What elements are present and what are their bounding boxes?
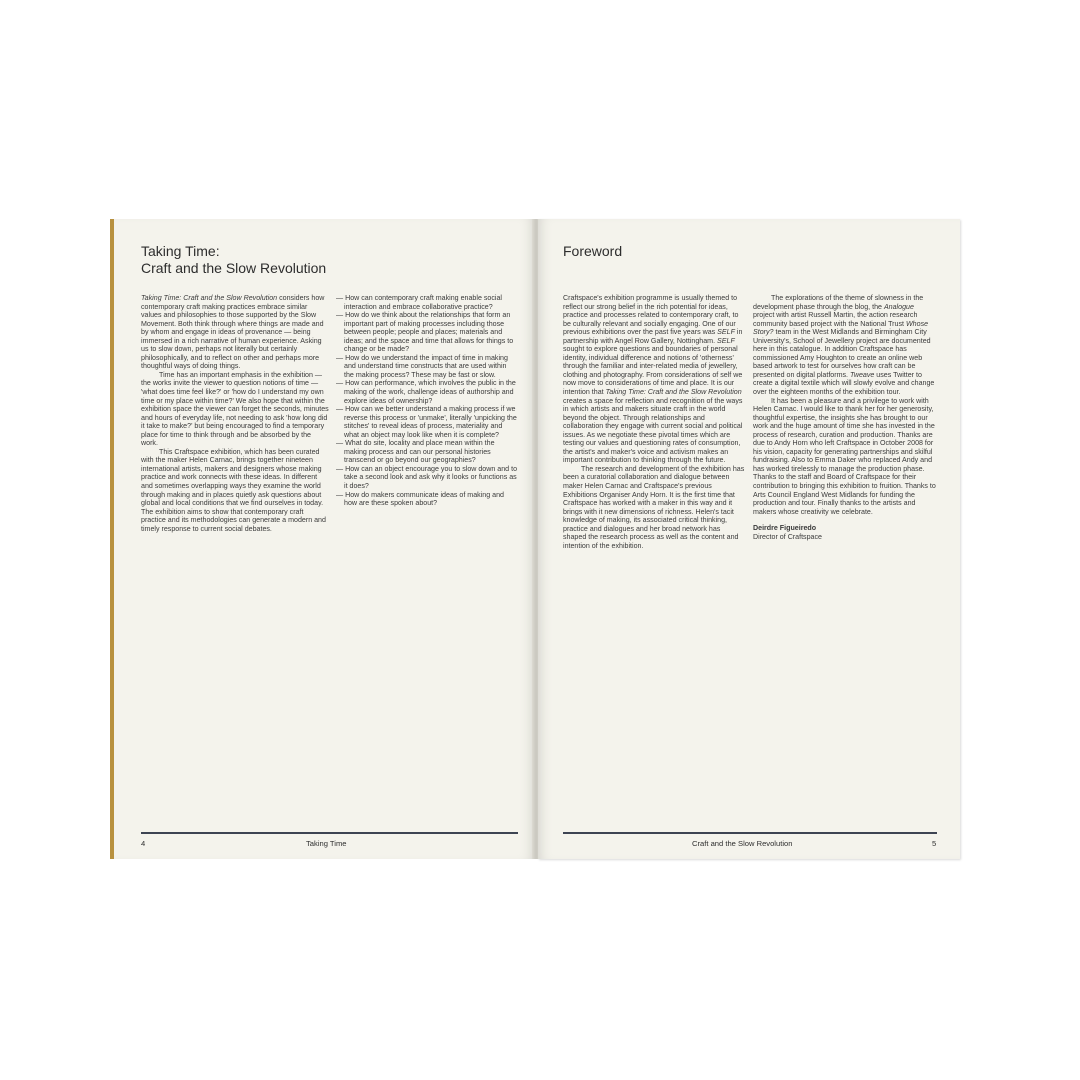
self-italic: SELF	[717, 336, 735, 345]
right-footer-label: Craft and the Slow Revolution	[692, 839, 793, 848]
time-paragraph: Time has an important emphasis in the exhibition — the works invite the viewer to question notions of time — 'what does time feel like?' or 'how do I understand my own time or my place within time?' We also hope that within the exhibition space the viewer can forget the seconds, minutes and hours of everyday life, not needing to ask 'how long did it take to make?' but being encouraged to find a temporary place for time to think through and be absorbed by the work.	[141, 370, 329, 448]
left-column-1	[141, 294, 329, 533]
text-run: sought to explore questions and boundaries of personal identity, individual difference and notions of 'otherness' through the familiar and inter-related media of jewellery, clothing and photography. From considerations of self we now move to considerations of time and place. It is our intention that	[563, 345, 743, 397]
catalogue-spread	[110, 219, 960, 859]
exhibition-paragraph: This Craftspace exhibition, which has been curated with the maker Helen Carnac, brings together nineteen international artists, makers and designers whose making practice and work connects with these ideas. In different and sometimes overlapping ways they examine the world through making and in places quietly ask questions about global and local conditions that we find ourselves in today. The exhibition aims to show that contemporary craft practice and its methodologies can generate a modern and timely response to current social debates.	[141, 447, 326, 533]
intro-paragraph	[141, 294, 329, 371]
intro-title-italic: Taking Time: Craft and the Slow Revolution	[141, 294, 278, 302]
text-run: team in the West Midlands and Birmingham City University's, School of Jewellery project are documented here in this catalogue. In addition Craftspace has commissioned Amy Houghton to create an online web based artwork to test for ourselves how craft can be presented on digital platforms.	[753, 328, 931, 379]
left-column-2	[336, 294, 518, 508]
foreword-paragraph-1	[563, 294, 745, 465]
title-line-1: Taking Time:	[141, 243, 220, 259]
intro-text: considers how contemporary craft making practices embrace similar values and philosophies to those supported by the Slow Movement. Both think through where things are made and by whom and engage in ideas of provenance — being immersed in a rich narrative of human experience. Asking us to slow down, perhaps not literally but certainly philosophically, and to reflect on other and perhaps more thoughtful ways of doing things.	[141, 294, 325, 371]
title-line-2: Craft and the Slow Revolution	[141, 260, 327, 276]
signature-name: Deirdre Figueiredo	[753, 524, 817, 533]
foreword-paragraph-4: It has been a pleasure and a privilege to work with Helen Carnac. I would like to thank her for her generosity, thoughtful expertise, the insights she has brought to our work and the huge amount of time she has invested in the process of research, curation and production. Thanks are due to Andy Horn who left Craftspace in October 2008 for his vision, capacity for generating partnerships and skilful fundraising. Also to Emma Daker who replaced Andy and has worked tirelessly to manage the production phase. Thanks to the staff and Board of Craftspace for their contribution to bringing this exhibition to fruition. Thanks to Arts Council England West Midlands for funding the production and tour. Finally thanks to the artists and makers whose creativity we celebrate.	[753, 396, 936, 516]
question-item: — How can performance, which involves the public in the making of the work, challenge ideas of authorship and explore ideas of ownership?	[336, 379, 518, 405]
foreword-paragraph-3	[753, 294, 937, 397]
right-page	[538, 219, 960, 859]
left-page	[110, 219, 534, 859]
text-run: project with artist Russell Martin, the action research community based project with the National Trust	[753, 311, 918, 328]
text-run: in partnership with Angel Row Gallery, Nottingham.	[563, 328, 743, 345]
text-run: Craftspace's exhibition programme is usually themed to reflect our strong belief in the rich potential for ideas, practice and processes related to contemporary craft, to be culturally relevant and socially engaging. One of our previous exhibitions over the past five years was	[563, 294, 739, 337]
right-page-number: 5	[932, 839, 937, 848]
exhibition-title-italic: Taking Time: Craft and the Slow Revolution	[605, 388, 742, 397]
tweave-italic: Tweave	[850, 370, 875, 379]
left-footer-rule	[141, 832, 518, 834]
left-footer-label: Taking Time	[306, 839, 347, 848]
analogue-italic: Analogue	[883, 302, 914, 311]
text-run: creates a space for reflection and recognition of the ways in which artists and makers situate craft in the world beyond the object. Through relationships and collaboration they engage with current social and political issues. As we negotiate these pivotal times which are testing our values and questioning rates of consumption, the artist's and maker's voice and activism makes an important contribution to thinking through the future.	[563, 396, 743, 465]
right-footer-rule	[563, 832, 937, 834]
question-item: — How do makers communicate ideas of making and how are these spoken about?	[336, 491, 518, 508]
right-column-1	[563, 294, 745, 550]
question-item: — How do we think about the relationships that form an important part of making processes including those between people; people and places; materials and ideas; and the space and time that allows for things to change or be made?	[336, 311, 518, 354]
left-page-number: 4	[141, 839, 146, 848]
question-item: — How can we better understand a making process if we reverse this process or 'unmake', literally 'unpicking the stitches' to reveal ideas of process, materiality and what an object may look like when it is complete?	[336, 405, 518, 439]
left-page-title	[141, 243, 326, 277]
question-item: — How can contemporary craft making enable social interaction and embrace collaborative practice?	[336, 294, 518, 311]
text-run: The explorations of the theme of slowness in the development phase through the blog, the	[753, 294, 924, 311]
right-page-title: Foreword	[563, 243, 623, 259]
foreword-paragraph-2: The research and development of the exhibition has been a curatorial collaboration and dialogue between maker Helen Carnac and Craftspace's previous Exhibitions Organiser Andy Horn. It is the first time that Craftspace has worked with a maker in this way and it brings with it new dimensions of richness. Helen's tacit knowledge of making, its associated critical thinking, practice and dialogues and her broad network has shaped the research process as well as the content and intention of the exhibition.	[563, 464, 745, 550]
question-item: — What do site, locality and place mean within the making process and can our personal histories transcend or go beyond our geographies?	[336, 439, 518, 465]
question-item: — How do we understand the impact of time in making and understand time constructs that are used within the making process? These may be fast or slow.	[336, 354, 518, 380]
self-italic: SELF	[717, 328, 735, 337]
whose-story-italic: Whose Story?	[753, 319, 929, 337]
signature-role: Director of Craftspace	[753, 532, 822, 541]
question-list	[336, 294, 518, 508]
text-run: uses Twitter to create a digital textile which will slowly evolve and change over the eighteen months of the exhibition tour.	[753, 370, 935, 397]
right-column-2	[753, 294, 937, 541]
question-item: — How can an object encourage you to slow down and to take a second look and ask why it looks or functions as it does?	[336, 465, 518, 491]
